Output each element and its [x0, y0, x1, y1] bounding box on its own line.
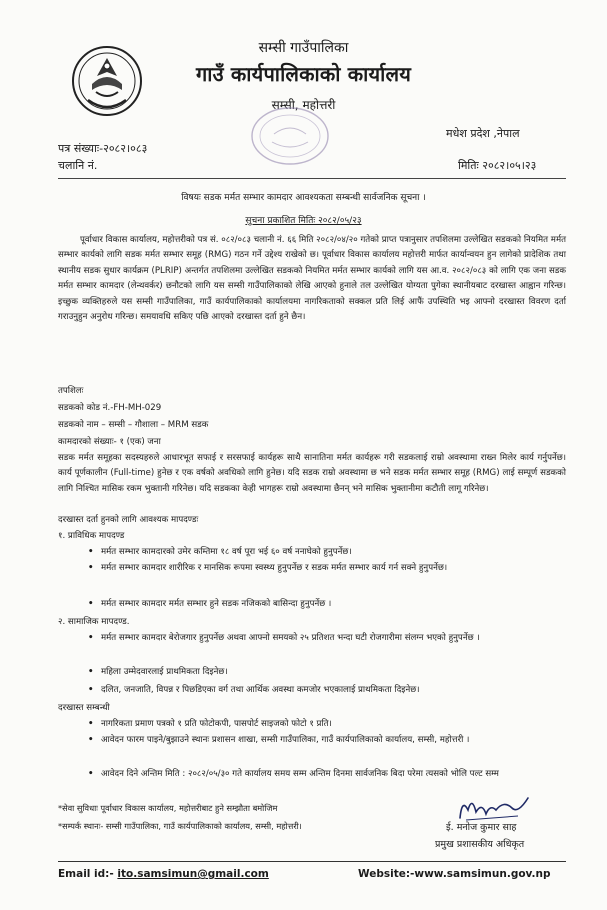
list-item-text: मर्मत सम्भार कामदार शारीरिक र मानसिक रूपमा स्वस्थ्य हुनुपर्नेछ र सडक मर्मत सम्भार कार्य गर्न सक्ने हुनुपर्नेछ। — [101, 563, 448, 573]
email-link[interactable]: ito.samsimun@gmail.com — [117, 868, 269, 880]
office-place: सम्सी, महोत्तरी — [271, 98, 336, 112]
publication-date: सुचना प्रकाशित मितिः २०८२/०५/२३ — [245, 216, 362, 226]
list-item — [88, 561, 511, 576]
worker-count: कामदारको संख्याः- १ (एक) जना — [58, 437, 161, 447]
list-item-text: मर्मत सम्भार कामदार बेरोजगार हुनुपर्नेछ अथवा आफ्नो समयको २५ प्रतिशत भन्दा घटी रोजगारीमा संलग्न भएको हुनुपर्नेछ । — [101, 633, 480, 643]
letter-number: पत्र संख्याः-२०८२।०८३ — [58, 142, 148, 155]
list-item-text: मर्मत सम्भार कामदारको उमेर कम्तिमा १८ वर्ष पूरा भई ६० वर्ष ननाघेको हुनुपर्नेछ। — [101, 547, 352, 557]
application-heading: दरखास्त सम्बन्धी — [58, 703, 110, 713]
province-label: मधेश प्रदेश ,नेपाल — [446, 127, 520, 140]
road-code: सडकको कोड नं.-FH-MH-029 — [58, 403, 162, 413]
footer-divider — [58, 861, 566, 862]
list-item — [88, 545, 521, 560]
bullet-icon: • — [88, 599, 94, 609]
bullet-icon: • — [88, 685, 94, 695]
dispatch-number: चलानि नं. — [58, 159, 98, 172]
list-item — [88, 631, 531, 646]
list-item-text: मर्मत सम्भार कामदार मर्मत सम्भार हुने सडक नजिकको बासिन्दा हुनुपर्नेछ । — [101, 599, 332, 609]
signatory-title: प्रमुख प्रशासकीय अधिकृत — [435, 839, 525, 850]
service-note: *सेवा सुविधाः पूर्वाधार विकास कार्यालय, महोत्तरीबाट हुने सम्झौता बमोजिम — [58, 803, 278, 813]
bullet-icon: • — [88, 735, 94, 745]
list-item-text: महिला उम्मेदवारलाई प्राथमिकता दिइनेछ। — [101, 667, 228, 677]
bullet-icon: • — [88, 547, 94, 557]
footer-email — [58, 868, 269, 880]
office-stamp — [248, 104, 332, 168]
notice-body: पूर्वाधार विकास कार्यालय, महोत्तरीको पत्र सं. ०८२/०८३ चलानी नं. ६६ मिति २०८२/०४/२० गतेको प्राप्त पत्रानुसार तपशिलमा उल्लेखित सडकको नियमित मर्मत सम्भार कार्यको लागि सडक मर्मत सम्भार समूह (RMG) गठन गर्ने उद्देश्य राखेको छ। पूर्वाधार विकास कार्यालय महोत्तरी मार्फत कार्यान्वयन हुन लागेको प्रादेशिक तथा स्थानीय सडक सुधार कार्यक्रम (PLRIP) अन्तर्गत तपशिलमा उल्लेखित सडकको नियमित मर्मत सम्भार कार्यको लागि यस आ.व. २०८२/०८३ को लागि एक जना सडक मर्मत सम्भार कामदार (लेन्थवर्कर) छनौटको लागि यस सम्सी गाउँपालिकाको लेखि आएको हुनाले तल उल्लेखित योग्यता पुगेका स्थानीयबाट दरखास्त आह्वान गरिन्छ। इच्छुक व्यक्तिहरुले यस सम्सी गाउँपालिका, गाउँ कार्यपालिकाको कार्यालयमा नागरिकताको सक्कल प्रति लिई आफैं उपस्थिति भइ आफ्नो दरखास्त विवरण दर्ता गराउनुहुन अनुरोध गरिन्छ। समयावधि सकिए पछि आएको दरखास्त दर्ता हुने छैन। — [58, 235, 566, 323]
list-item — [88, 597, 521, 612]
notice-subject: विषयः सडक मर्मत सम्भार कामदार आवश्यकता सम्बन्धी सार्वजनिक सूचना । — [181, 193, 426, 203]
bullet-icon: • — [88, 719, 94, 729]
email-label: Email id:- — [58, 868, 114, 880]
letter-date: मितिः २०८२।०५।२३ — [458, 159, 537, 172]
office-name: सम्सी गाउँपालिका — [258, 40, 349, 56]
list-item — [88, 717, 521, 732]
criteria-heading: दरखास्त दर्ता हुनको लागि आवश्यक मापदण्डः — [58, 515, 199, 525]
list-item — [88, 683, 561, 698]
header-divider — [58, 178, 566, 179]
social-criteria-heading: २. सामाजिक मापदण्ड. — [58, 617, 130, 627]
road-name: सडकको नाम – सम्सी – गौशाला – MRM सडक — [58, 420, 209, 430]
list-item — [88, 767, 521, 782]
contact-note: *सम्पर्क स्थानः- सम्सी गाउँपालिका, गाउँ कार्यपालिकाको कार्यालय, सम्सी, महोत्तरी। — [58, 821, 302, 831]
signatory-name: ई. मनोज कुमार साह — [446, 822, 517, 833]
office-title: गाउँ कार्यपालिकाको कार्यालय — [195, 62, 412, 86]
details-heading: तपशिलः — [58, 386, 84, 396]
bullet-icon: • — [88, 769, 94, 779]
bullet-icon: • — [88, 633, 94, 643]
bullet-icon: • — [88, 563, 94, 573]
list-item-text: आवेदन फारम पाइने/बुझाउने स्थानः प्रशासन शाखा, सम्सी गाउँपालिका, गाउँ कार्यपालिकाको कार्यालय, सम्सी, महोत्तरी । — [101, 735, 470, 745]
list-item-text: दलित, जनजाति, विपन्न र पिछडिएका वर्ग तथा आर्थिक अवस्था कमजोर भएकालाई प्राथमिकता दिइनेछ। — [101, 685, 420, 695]
list-item — [88, 733, 501, 748]
work-description: सडक मर्मत समूहका सदस्यहरुले आधारभूत सफाई र सरसफाई कार्यहरू साथै सानातिना मर्मत कार्यहरू गरी सडकलाई राम्रो अवस्थामा राख्न मिलेर कार्य गर्नुपर्नेछ। कार्य पूर्णकालीन (Full-time) हुनेछ र एक वर्षको अवधिको लागि हुनेछ। यदि सडक राम्रो अवस्थामा छ भने सडक मर्मत सम्भार समूह (RMG) लाई सम्पूर्ण सडकको लागि निश्चित मासिक रकम भुक्तानी गरिनेछ। यदि सडकका केही भागहरू राम्रो अवस्थामा छैनन् भने मासिक भुक्तानीमा कटौती लागू गरिनेछ। — [58, 453, 566, 494]
list-item-text: नागरिकता प्रमाण पत्रको १ प्रति फोटोकपी, पासपोर्ट साइजको फोटो १ प्रति। — [101, 719, 332, 729]
bullet-icon: • — [88, 667, 94, 677]
list-item-text: आवेदन दिने अन्तिम मिति : २०८२/०५/३० गते कार्यालय समय सम्म अन्तिम दिनमा सार्वजनिक बिदा परेमा त्यसको भोलि पल्ट सम्म — [101, 769, 499, 779]
footer-website[interactable]: Website:-www.samsimun.gov.np — [358, 868, 551, 880]
technical-criteria-heading: १. प्राविधिक मापदण्ड — [58, 531, 125, 541]
list-item — [88, 665, 521, 680]
